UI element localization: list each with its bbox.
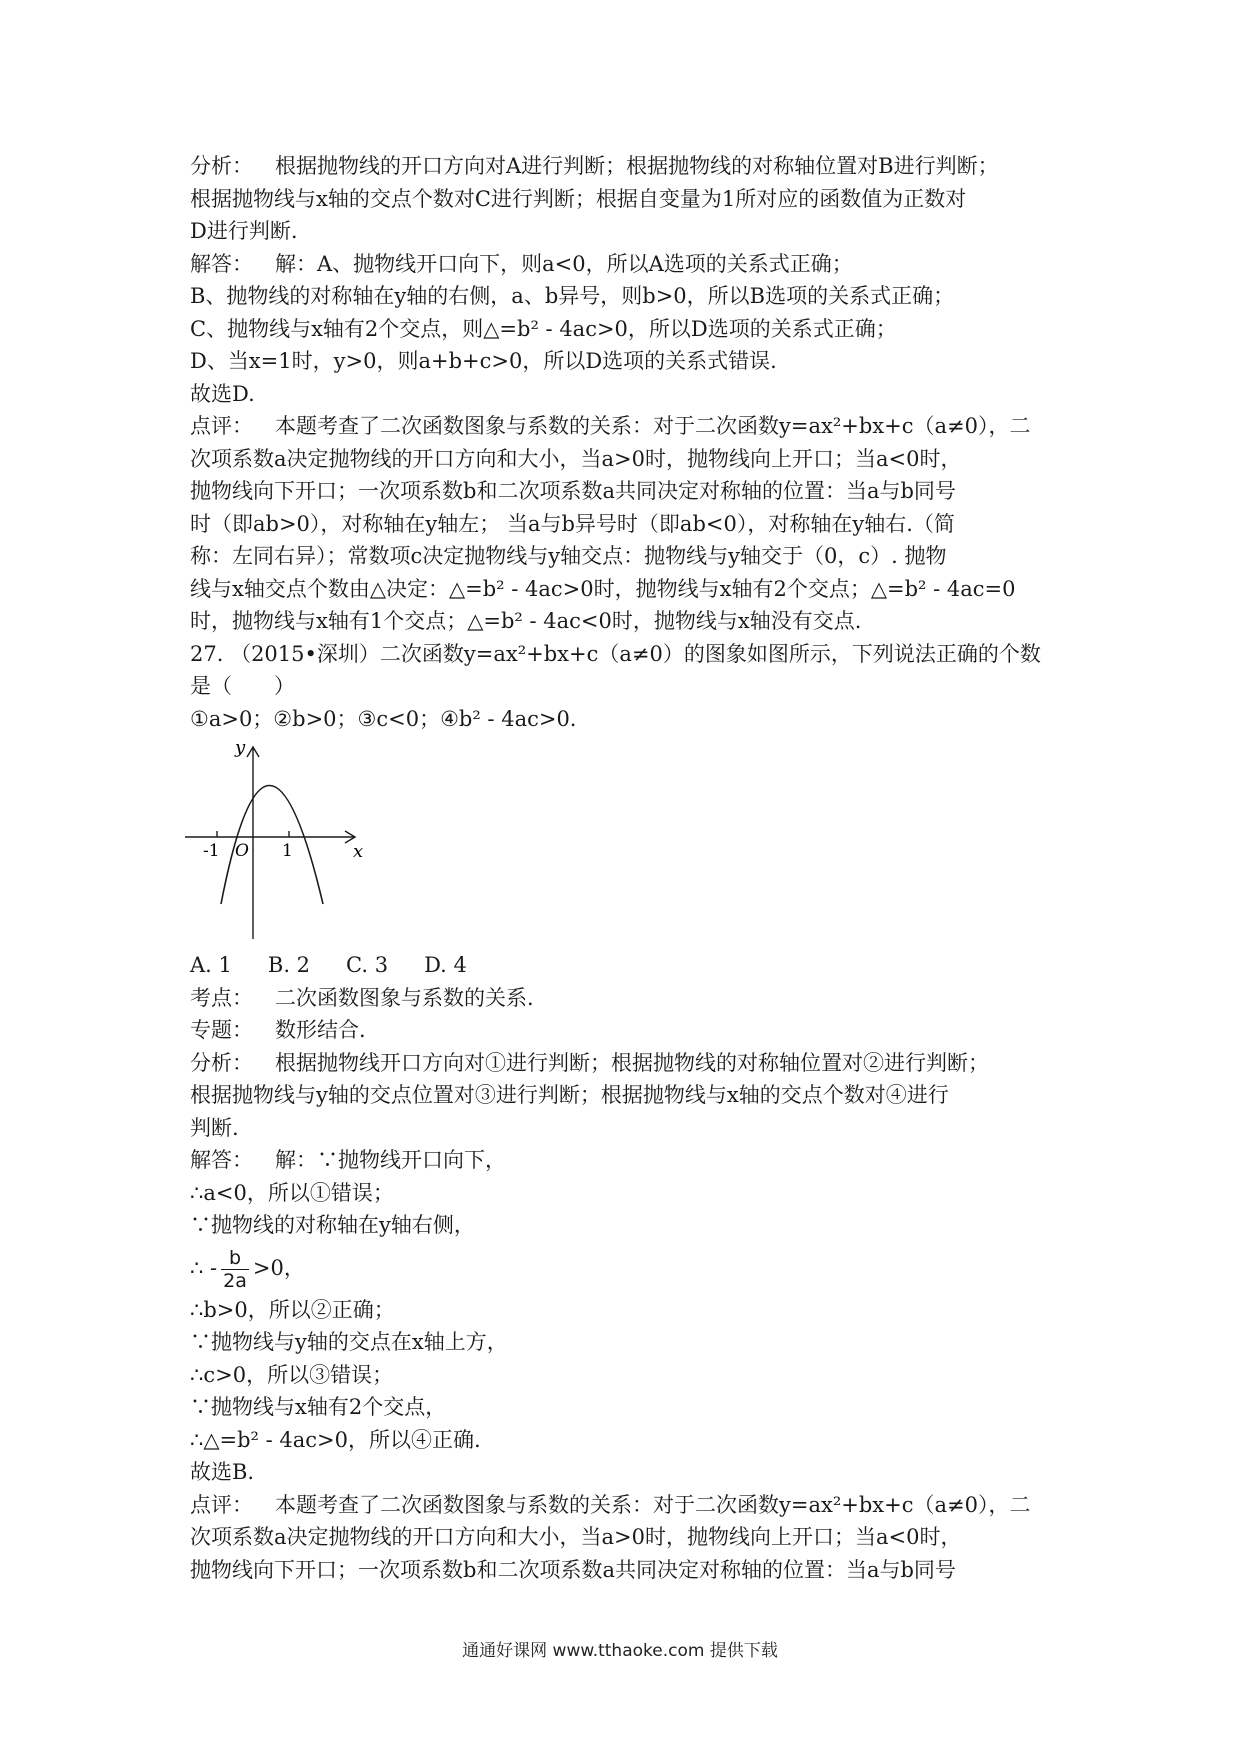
answer-line: ∴△=b² - 4ac>0，所以④正确. xyxy=(190,1427,481,1452)
fraction-denominator: 2a xyxy=(223,1269,247,1292)
answer-line: ∴a<0，所以①错误； xyxy=(190,1180,394,1205)
analysis-line: 分析： 根据抛物线开口方向对①进行判断；根据抛物线的对称轴位置对②进行判断； xyxy=(190,1047,1060,1080)
fraction-line xyxy=(190,1242,1060,1294)
parabola-graph xyxy=(190,735,1060,945)
analysis-line: D进行判断. xyxy=(190,219,298,243)
fraction-prefix: ∴ - xyxy=(190,1255,218,1280)
tick-1-label: 1 xyxy=(282,841,293,861)
comment-line: 抛物线向下开口；一次项系数b和二次项系数a共同决定对称轴的位置：当a与b同号 xyxy=(190,1557,956,1582)
option-d: D. 4 xyxy=(424,953,467,977)
analysis-label: 分析： xyxy=(190,1050,253,1075)
comment-line: 次项系数a决定抛物线的开口方向和大小，当a>0时，抛物线向上开口；当a<0时， xyxy=(190,1525,962,1549)
answer-line: 解答： 解：∵抛物线开口向下， xyxy=(190,1144,1060,1177)
fraction-suffix: >0， xyxy=(252,1255,305,1280)
option-b: B. 2 xyxy=(267,953,311,977)
parabola-svg xyxy=(185,739,385,949)
answer-line: ∵抛物线与y轴的交点在x轴上方， xyxy=(190,1330,508,1354)
analysis-line: 分析： 根据抛物线的开口方向对A进行判断；根据抛物线的对称轴位置对B进行判断； xyxy=(190,150,1060,183)
option-c: C. 3 xyxy=(346,953,389,977)
answer-line: ∴c>0，所以③错误； xyxy=(190,1362,394,1387)
option-a: A. 1 xyxy=(190,953,232,977)
answer-line: C、抛物线与x轴有2个交点，则△=b² - 4ac>0，所以D选项的关系式正确； xyxy=(190,316,897,341)
analysis-line: 根据抛物线与x轴的交点个数对C进行判断；根据自变量为1所对应的函数值为正数对 xyxy=(190,186,967,211)
comment-line: 点评： 本题考查了二次函数图象与系数的关系：对于二次函数y=ax²+bx+c（a≠0），二 xyxy=(190,1489,1060,1522)
point-line: 考点： 二次函数图象与系数的关系. xyxy=(190,982,1060,1015)
analysis-line: 判断. xyxy=(190,1115,239,1140)
answer-options xyxy=(190,949,1060,982)
topic-label: 专题： xyxy=(190,1018,253,1042)
question-stem: 27. （2015•深圳）二次函数y=ax²+bx+c（a≠0）的图象如图所示，下列说法正确的个数 xyxy=(190,641,1041,666)
answer-label: 解答： xyxy=(190,251,253,276)
answer-label: 解答： xyxy=(190,1148,253,1172)
topic-line: 专题： 数形结合. xyxy=(190,1014,1060,1047)
point-label: 考点： xyxy=(190,985,253,1010)
comment-line: 称：左同右异）；常数项c决定抛物线与y轴交点：抛物线与y轴交于（0，c）. 抛物 xyxy=(190,544,947,568)
comment-line: 时，抛物线与x轴有1个交点；△=b² - 4ac<0时，抛物线与x轴没有交点. xyxy=(190,609,862,633)
fraction xyxy=(221,1247,249,1292)
comment-label: 点评： xyxy=(190,414,253,438)
answer-line: ∵抛物线与x轴有2个交点， xyxy=(190,1395,447,1419)
comment-line: 抛物线向下开口；一次项系数b和二次项系数a共同决定对称轴的位置：当a与b同号 xyxy=(190,479,956,503)
answer-line: 故选B. xyxy=(190,1460,255,1484)
answer-line: 故选D. xyxy=(190,381,255,406)
answer-line: ∴b>0，所以②正确； xyxy=(190,1297,395,1322)
analysis-line: 根据抛物线与y轴的交点位置对③进行判断；根据抛物线与x轴的交点个数对④进行 xyxy=(190,1083,949,1107)
page-footer: 通通好课网 www.tthaoke.com 提供下载 xyxy=(462,1641,778,1661)
y-axis-label: y xyxy=(235,739,246,758)
answer-line: 解答： 解：A、抛物线开口向下，则a<0，所以A选项的关系式正确； xyxy=(190,248,1060,281)
document-page xyxy=(190,150,1060,1586)
comment-line: 时（即ab>0），对称轴在y轴左； 当a与b异号时（即ab<0），对称轴在y轴右.（简 xyxy=(190,511,955,536)
answer-line: B、抛物线的对称轴在y轴的右侧，a、b异号，则b>0，所以B选项的关系式正确； xyxy=(190,284,955,308)
comment-line: 次项系数a决定抛物线的开口方向和大小，当a>0时，抛物线向上开口；当a<0时， xyxy=(190,446,962,471)
question-statements: ①a>0；②b>0；③c<0；④b² - 4ac>0. xyxy=(190,706,577,731)
comment-line: 线与x轴交点个数由△决定：△=b² - 4ac>0时，抛物线与x轴有2个交点；△=b² - 4ac=0 xyxy=(190,576,1016,601)
answer-line: D、当x=1时，y>0，则a+b+c>0，所以D选项的关系式错误. xyxy=(190,349,777,373)
comment-line: 点评： 本题考查了二次函数图象与系数的关系：对于二次函数y=ax²+bx+c（a≠0），二 xyxy=(190,410,1060,443)
question-stem: 是（ ） xyxy=(190,674,295,698)
origin-label: O xyxy=(235,841,249,861)
analysis-label: 分析： xyxy=(190,154,253,178)
answer-line: ∵抛物线的对称轴在y轴右侧， xyxy=(190,1213,475,1237)
fraction-numerator: b xyxy=(221,1247,249,1270)
x-axis-label: x xyxy=(353,841,364,862)
comment-label: 点评： xyxy=(190,1492,253,1517)
tick-neg1-label: -1 xyxy=(203,841,220,861)
